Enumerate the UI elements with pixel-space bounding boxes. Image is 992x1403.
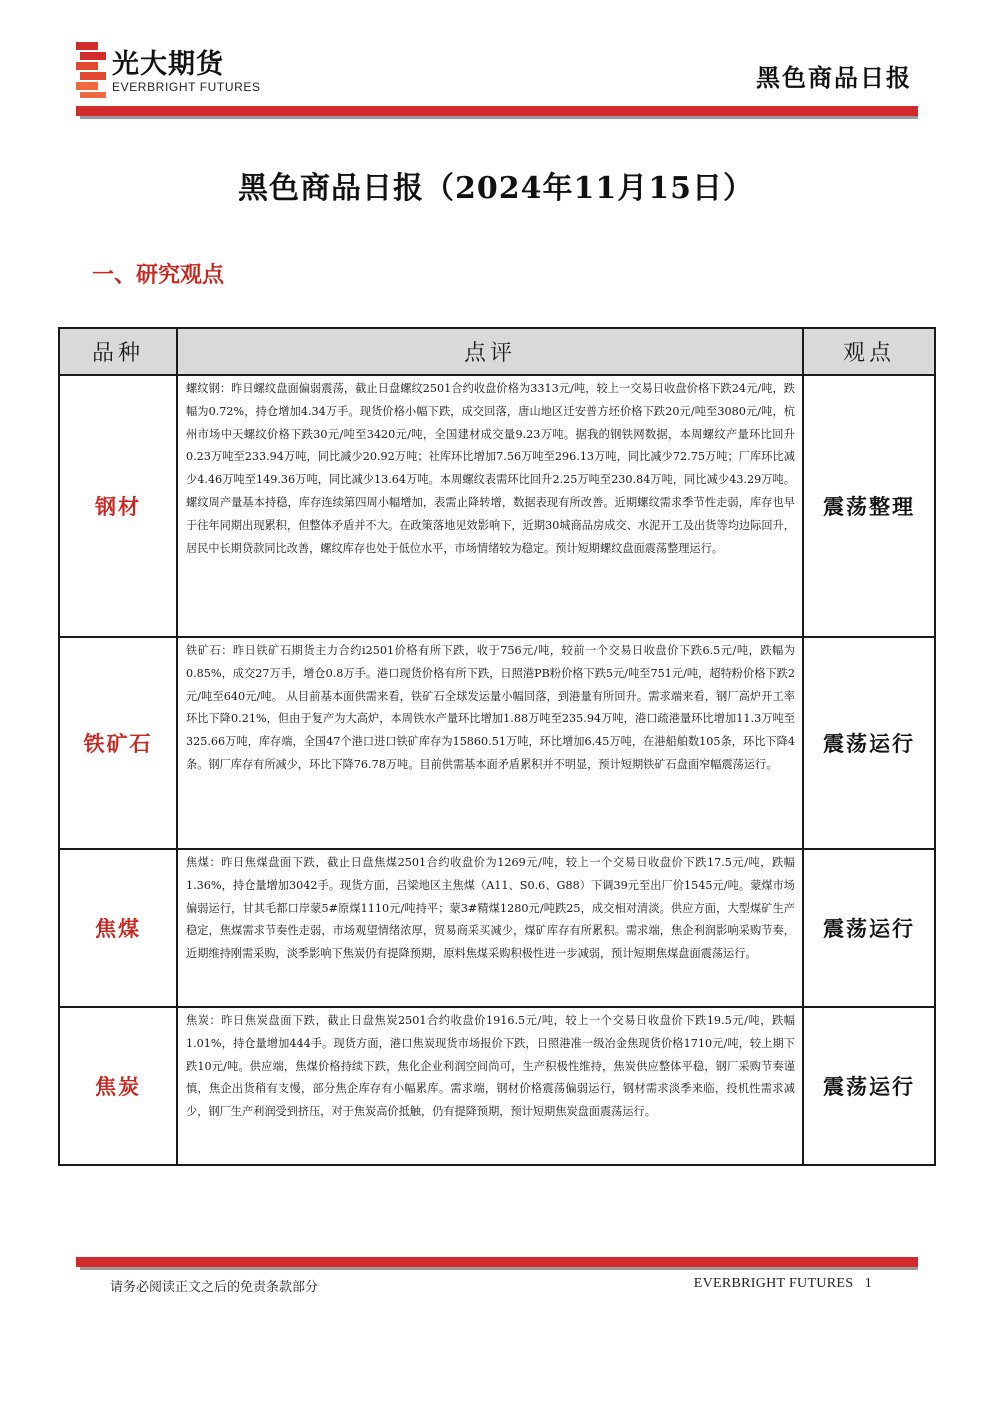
table-row: [59, 849, 935, 1007]
variety-cell: 铁矿石: [59, 637, 177, 849]
comment-cell: 焦炭：昨日焦炭盘面下跌，截止日盘焦炭2501合约收盘价1916.5元/吨，较上一个交易日收盘价下跌19.5元/吨，跌幅1.01%，持仓量增加444手。现货方面，港口焦炭现货市场报价下跌，日照港准一级冶金焦现货价格1710元/吨，较上期下跌10元/吨。供应端，焦煤价格持续下跌，焦化企业利润空间尚可，生产积极性维持，焦炭供应整体平稳，钢厂采购节奏谨慎，焦企出货稍有支慢，部分焦企库存有小幅累库。需求端，钢材价格震荡偏弱运行，钢材需求淡季来临，投机性需求减少，钢厂生产利润受到挤压，对于焦炭高价抵触，仍有提降预期，预计短期焦炭盘面震荡运行。: [177, 1007, 803, 1165]
variety-cell: 钢材: [59, 375, 177, 637]
disclaimer-note: 请务必阅读正文之后的免责条款部分: [110, 1280, 319, 1295]
header-comment: 点评: [177, 328, 803, 375]
comment-cell: 铁矿石：昨日铁矿石期货主力合约i2501价格有所下跌，收于756元/吨，较前一个交易日收盘价下跌6.5元/吨，跌幅为0.85%，成交27万手，增仓0.8万手。港口现货价格有所下跌，日照港PB粉价格下跌5元/吨至751元/吨，超特粉价格下跌2元/吨至640元/吨。 从目前基本面供需来看，铁矿石全球发运量小幅回落，到港量有所回升。需求端来看，钢厂高炉开工率环比下降0.21%，但由于复产为大高炉，本周铁水产量环比增加1.88万吨至235.94万吨，港口疏港量环比增加11.3万吨至325.66万吨，库存端，全国47个港口进口铁矿库存为15860.51万吨，环比增加6.45万吨，在港船舶数105条，环比下降4条。钢厂库存有所减少，环比下降76.78万吨。目前供需基本面矛盾累积并不明显，预计短期铁矿石盘面窄幅震荡运行。: [177, 637, 803, 849]
header-variety: 品种: [59, 328, 177, 375]
table-header-row: [59, 328, 935, 375]
header-divider-shadow: [80, 116, 918, 119]
header-view: 观点: [803, 328, 935, 375]
footer-brand: [694, 1276, 872, 1292]
footer-divider: [76, 1257, 918, 1267]
variety-cell: 焦煤: [59, 849, 177, 1007]
research-view-table: [58, 327, 936, 1166]
variety-cell: 焦炭: [59, 1007, 177, 1165]
comment-cell: 螺纹钢：昨日螺纹盘面偏弱震荡，截止日盘螺纹2501合约收盘价格为3313元/吨，较上一交易日收盘价格下跌24元/吨，跌幅为0.72%，持仓增加4.34万手。现货价格小幅下跌，成交回落，唐山地区迁安普方坯价格下跌20元/吨至3080元/吨，杭州市场中天螺纹价格下跌30元/吨至3420元/吨，全国建材成交量9.23万吨。据我的钢铁网数据，本周螺纹产量环比回升0.23万吨至233.94万吨，同比减少20.92万吨；社库环比增加7.56万吨至296.13万吨，同比减少72.75万吨；厂库环比减少4.46万吨至149.36万吨，同比减少13.64万吨。本周螺纹表需环比回升2.25万吨至230.84万吨，同比减少43.29万吨。螺纹周产量基本持稳，库存连续第四周小幅增加，表需止降转增，数据表现有所改善。近期螺纹需求季节性走弱，库存也早于往年同期出现累积，但整体矛盾并不大。在政策落地见效影响下，近期30城商品房成交、水泥开工及出货等均边际回升，居民中长期贷款同比改善，螺纹库存也处于低位水平，市场情绪较为稳定。预计短期螺纹盘面震荡整理运行。: [177, 375, 803, 637]
report-tag: 黑色商品日报: [756, 64, 912, 92]
footer-brand-name: EVERBRIGHT FUTURES: [693, 1276, 854, 1291]
section-heading: 一、研究观点: [92, 262, 225, 288]
table-row: [59, 1007, 935, 1165]
table-row: [59, 375, 935, 637]
everbright-logo-icon: [76, 42, 106, 98]
document-title: 黑色商品日报（2024年11月15日）: [238, 171, 754, 206]
header-divider: [76, 106, 918, 116]
view-cell: 震荡运行: [803, 637, 935, 849]
comment-cell: 焦煤：昨日焦煤盘面下跌，截止日盘焦煤2501合约收盘价为1269元/吨，较上一个交易日收盘价下跌17.5元/吨，跌幅1.36%，持仓量增加3042手。现货方面，吕梁地区主焦煤（A11、S0.6、G88）下调39元至出厂价1545元/吨。蒙煤市场偏弱运行，甘其毛都口岸蒙5#原煤1110元/吨持平；蒙3#精煤1280元/吨跌25，成交相对清淡。供应方面，大型煤矿生产稳定，焦煤需求节奏性走弱，市场观望情绪浓厚，贸易商采买减少，煤矿库存有所累积。需求端，焦企利润影响采购节奏，近期维持刚需采购，淡季影响下焦炭仍有提降预期，原料焦煤采购积极性进一步减弱，预计短期焦煤盘面震荡运行。: [177, 849, 803, 1007]
view-cell: 震荡运行: [803, 1007, 935, 1165]
page-number: 1: [864, 1276, 872, 1291]
brand-name-en: EVERBRIGHT FUTURES: [112, 80, 261, 94]
brand-name-cn: 光大期货: [112, 49, 224, 80]
footer-divider-shadow: [80, 1267, 918, 1270]
view-cell: 震荡整理: [803, 375, 935, 637]
view-cell: 震荡运行: [803, 849, 935, 1007]
table-row: [59, 637, 935, 849]
